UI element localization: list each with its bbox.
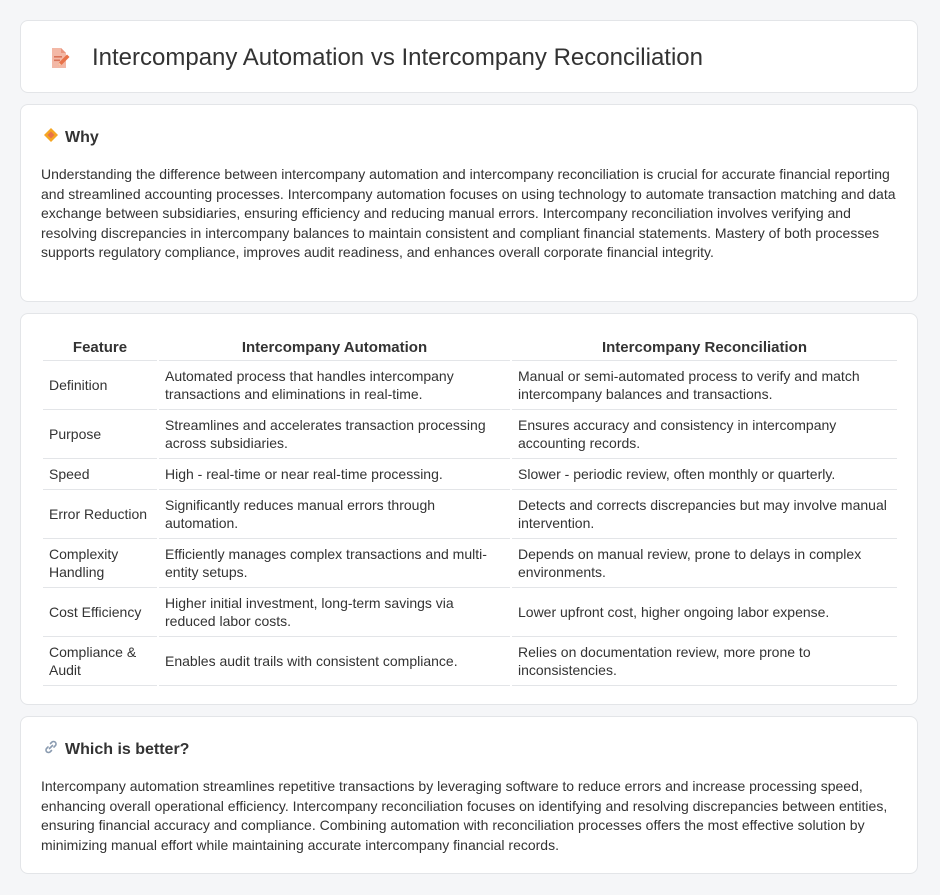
automation-cell: Higher initial investment, long-term savings via reduced labor costs. xyxy=(159,588,510,637)
automation-cell: Efficiently manages complex transactions and multi-entity setups. xyxy=(159,539,510,588)
table-row xyxy=(43,539,897,588)
diamond-icon xyxy=(43,127,59,148)
table-row xyxy=(43,410,897,459)
why-text: Understanding the difference between intercompany automation and intercompany reconciliation is crucial for accurate financial reporting and streamlined accounting processes. Intercompany automation focuses on using technology to automate transaction matching and data exchange between subsidiaries, ensuring efficiency and reducing manual errors. Intercompany reconciliation involves verifying and resolving discrepancies in intercompany balances to maintain consistent and compliant financial statements. Mastery of both processes supports regulatory compliance, improves audit readiness, and enhances overall corporate financial integrity. xyxy=(41,166,896,260)
header-feature: Feature xyxy=(43,333,157,361)
feature-cell: Purpose xyxy=(43,410,157,459)
reconciliation-cell: Depends on manual review, prone to delays in complex environments. xyxy=(512,539,897,588)
title-card xyxy=(20,20,918,93)
better-heading-row xyxy=(43,739,189,760)
feature-cell: Compliance & Audit xyxy=(43,637,157,686)
table-header-row xyxy=(43,333,897,361)
table-row xyxy=(43,490,897,539)
table-row xyxy=(43,637,897,686)
reconciliation-cell: Lower upfront cost, higher ongoing labor expense. xyxy=(512,588,897,637)
why-section xyxy=(20,104,918,302)
why-heading: Why xyxy=(65,128,99,146)
header-reconciliation: Intercompany Reconciliation xyxy=(512,333,897,361)
reconciliation-cell: Slower - periodic review, often monthly or quarterly. xyxy=(512,459,897,490)
reconciliation-cell: Detects and corrects discrepancies but may involve manual intervention. xyxy=(512,490,897,539)
link-icon xyxy=(43,739,59,760)
table-row xyxy=(43,361,897,410)
feature-cell: Error Reduction xyxy=(43,490,157,539)
table-row xyxy=(43,459,897,490)
automation-cell: High - real-time or near real-time processing. xyxy=(159,459,510,490)
page-title: Intercompany Automation vs Intercompany Reconciliation xyxy=(92,44,703,71)
reconciliation-cell: Manual or semi-automated process to verify and match intercompany balances and transactions. xyxy=(512,361,897,410)
automation-cell: Enables audit trails with consistent compliance. xyxy=(159,637,510,686)
automation-cell: Streamlines and accelerates transaction processing across subsidiaries. xyxy=(159,410,510,459)
reconciliation-cell: Relies on documentation review, more prone to inconsistencies. xyxy=(512,637,897,686)
header-automation: Intercompany Automation xyxy=(159,333,510,361)
feature-cell: Speed xyxy=(43,459,157,490)
comparison-table-card xyxy=(20,313,918,705)
comparison-table xyxy=(41,333,899,686)
better-text: Intercompany automation streamlines repetitive transactions by leveraging software to reduce errors and increase processing speed, enhancing overall operational efficiency. Intercompany reconciliation focuses on identifying and resolving discrepancies between entities, ensuring financial accuracy and compliance. Combining automation with reconciliation processes offers the most effective solution by minimizing manual effort while maintaining accurate intercompany financial records. xyxy=(41,778,888,853)
better-heading: Which is better? xyxy=(65,740,190,758)
document-pencil-icon xyxy=(47,46,71,70)
automation-cell: Significantly reduces manual errors through automation. xyxy=(159,490,510,539)
feature-cell: Complexity Handling xyxy=(43,539,157,588)
feature-cell: Cost Efficiency xyxy=(43,588,157,637)
reconciliation-cell: Ensures accuracy and consistency in intercompany accounting records. xyxy=(512,410,897,459)
which-is-better-section xyxy=(20,716,918,874)
automation-cell: Automated process that handles intercompany transactions and eliminations in real-time. xyxy=(159,361,510,410)
why-heading-row xyxy=(43,127,99,148)
table-row xyxy=(43,588,897,637)
feature-cell: Definition xyxy=(43,361,157,410)
